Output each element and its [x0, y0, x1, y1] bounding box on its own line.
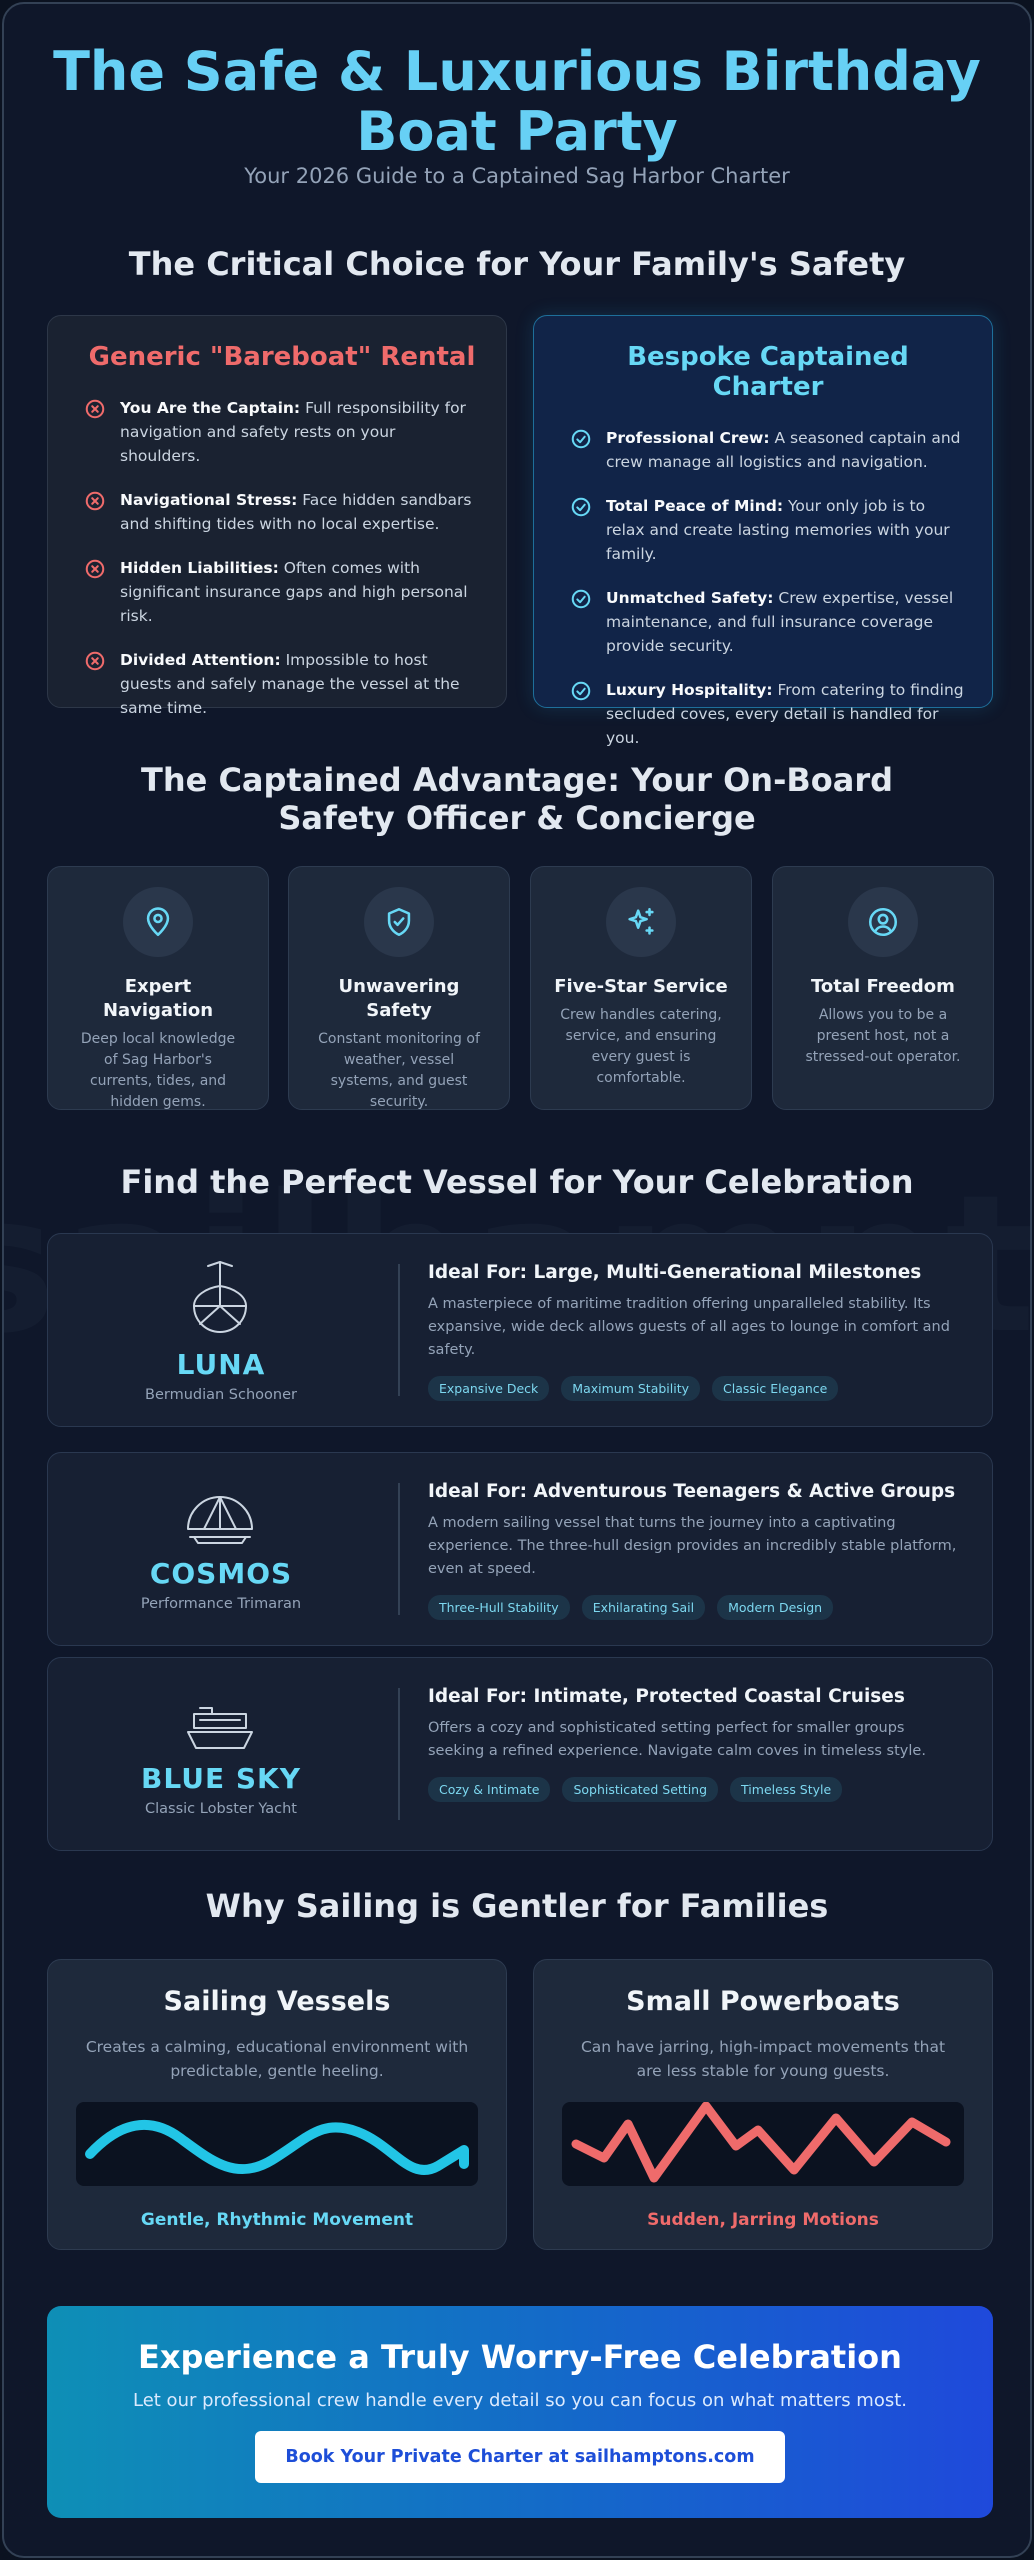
vessel-card-luna: [47, 1233, 993, 1427]
advantage-card: [47, 866, 269, 1110]
item-label: Divided Attention:: [120, 651, 281, 669]
check-circle-icon: [570, 496, 592, 518]
item-text: Impossible to host guests and safely manage the vessel at the same time.: [120, 651, 460, 717]
powerboats-title: Small Powerboats: [626, 1986, 900, 2017]
motion-section-title: Why Sailing is Gentler for Families: [205, 1887, 829, 1925]
title-line-1: The Safe & Luxurious Birthday: [53, 40, 981, 103]
item-text: Face hidden sandbars and shifting tides with no local expertise.: [120, 491, 472, 533]
vessels-section-title: Find the Perfect Vessel for Your Celebration: [120, 1163, 914, 1201]
infographic-frame: [2, 2, 1032, 2558]
jarring-wave-graphic: [562, 2102, 964, 2186]
advantage-desc: Crew handles catering, service, and ensuring every guest is comfortable.: [560, 1007, 722, 1086]
sine-wave-icon: [76, 2102, 478, 2186]
x-circle-icon: [84, 490, 106, 512]
vessel-card-blue-sky: [47, 1657, 993, 1851]
x-circle-icon: [84, 558, 106, 580]
page-subtitle: Your 2026 Guide to a Captained Sag Harbor Charter: [244, 164, 790, 188]
bareboat-item: [84, 648, 480, 720]
bareboat-item: [84, 556, 480, 628]
safety-section-title: The Critical Choice for Your Family's Safety: [128, 245, 906, 283]
item-text: Your only job is to relax and create lasting memories with your family.: [606, 497, 950, 563]
item-label: Hidden Liabilities:: [120, 559, 279, 577]
title-line-2: Boat Party: [356, 100, 678, 163]
captained-card: [533, 315, 993, 747]
tag: Classic Elegance: [712, 1376, 838, 1401]
user-circle-icon: [866, 905, 900, 939]
vessel-card-cosmos: [47, 1452, 993, 1646]
tag: Expansive Deck: [428, 1376, 549, 1401]
page-title: [44, 42, 990, 162]
advantage-title: Unwavering Safety: [338, 976, 460, 1021]
vessel-type: Classic Lobster Yacht: [145, 1801, 297, 1817]
trimaran-icon: [180, 1479, 260, 1559]
vessel-type: Performance Trimaran: [140, 1596, 302, 1612]
check-circle-icon: [570, 680, 592, 702]
captained-title: Bespoke Captained Charter: [627, 342, 909, 402]
vessel-description: A masterpiece of maritime tradition offering unparalleled stability. Its expansive, wide deck allows guests of all ages to lounge in comfort and safety.: [428, 1296, 950, 1358]
check-circle-icon: [570, 428, 592, 450]
vessel-tags: [428, 1777, 962, 1802]
item-text: Often comes with significant insurance gaps and high personal risk.: [120, 559, 468, 625]
advantage-desc: Deep local knowledge of Sag Harbor's currents, tides, and hidden gems.: [80, 1031, 236, 1110]
lobster-yacht-icon: [180, 1688, 260, 1768]
vessel-name: LUNA: [176, 1348, 266, 1381]
powerboats-desc: Can have jarring, high-impact movements that are less stable for young guests.: [580, 2038, 946, 2080]
captained-item: [570, 426, 966, 474]
tag: Three-Hull Stability: [428, 1595, 570, 1620]
divider: [398, 1264, 400, 1396]
divider: [398, 1483, 400, 1615]
captained-item: [570, 586, 966, 658]
shield-check-icon: [382, 905, 416, 939]
vessel-ideal-for: Ideal For: Intimate, Protected Coastal Cruises: [428, 1686, 905, 1707]
bareboat-card: [47, 315, 507, 717]
vessel-description: Offers a cozy and sophisticated setting perfect for smaller groups seeking a refined experience. Navigate calm coves in timeless style.: [428, 1720, 926, 1759]
x-circle-icon: [84, 650, 106, 672]
schooner-icon: [180, 1256, 260, 1336]
zigzag-wave-icon: [562, 2102, 964, 2186]
advantage-card: [530, 866, 752, 1110]
advantage-card: [288, 866, 510, 1110]
vessel-type: Bermudian Schooner: [145, 1387, 297, 1403]
sailing-label: Gentle, Rhythmic Movement: [140, 2210, 414, 2230]
item-text: From catering to finding secluded coves, every detail is handled for you.: [606, 681, 964, 747]
item-label: Unmatched Safety:: [606, 589, 774, 607]
item-text: A seasoned captain and crew manage all logistics and navigation.: [606, 429, 961, 471]
map-pin-icon: [141, 905, 175, 939]
vessel-ideal-for: Ideal For: Adventurous Teenagers & Active Groups: [428, 1481, 956, 1502]
tag: Timeless Style: [730, 1777, 842, 1802]
item-text: Crew expertise, vessel maintenance, and full insurance coverage provide security.: [606, 589, 954, 655]
gentle-wave-graphic: [76, 2102, 478, 2186]
advantage-desc: Constant monitoring of weather, vessel systems, and guest security.: [318, 1031, 480, 1110]
advantage-title: Five-Star Service: [554, 976, 728, 997]
captained-item: [570, 678, 966, 750]
vessel-description: A modern sailing vessel that turns the journey into a captivating experience. The three-hull design provides an incredibly stable platform, even at speed.: [428, 1515, 957, 1577]
sailing-title: Sailing Vessels: [163, 1986, 391, 2017]
cta-subtitle: Let our professional crew handle every detail so you can focus on what matters most.: [132, 2390, 908, 2411]
vessel-tags: [428, 1595, 962, 1620]
powerboats-card: [533, 1959, 993, 2250]
advantage-card: [772, 866, 994, 1110]
vessel-ideal-for: Ideal For: Large, Multi-Generational Milestones: [428, 1262, 922, 1283]
x-circle-icon: [84, 398, 106, 420]
vessel-name: BLUE SKY: [141, 1762, 301, 1795]
check-circle-icon: [570, 588, 592, 610]
tag: Maximum Stability: [561, 1376, 700, 1401]
advantage-desc: Allows you to be a present host, not a stressed-out operator.: [805, 1007, 961, 1065]
tag: Exhilarating Sail: [582, 1595, 705, 1620]
cta-title: Experience a Truly Worry-Free Celebration: [138, 2338, 902, 2376]
sailing-desc: Creates a calming, educational environment with predictable, gentle heeling.: [85, 2038, 469, 2080]
advantage-section-title: The Captained Advantage: Your On-Board Safety Officer & Concierge: [140, 761, 893, 837]
advantage-title: Total Freedom: [811, 976, 955, 997]
sparkles-icon: [624, 905, 658, 939]
book-charter-button[interactable]: Book Your Private Charter at sailhamptons.com: [255, 2431, 785, 2483]
bareboat-item: [84, 488, 480, 536]
item-label: You Are the Captain:: [120, 399, 301, 417]
item-text: Full responsibility for navigation and safety rests on your shoulders.: [120, 399, 466, 465]
item-label: Professional Crew:: [606, 429, 770, 447]
bareboat-item: [84, 396, 480, 468]
vessel-tags: [428, 1376, 962, 1401]
bareboat-title: Generic "Bareboat" Rental: [88, 342, 476, 372]
vessel-name: COSMOS: [149, 1557, 293, 1590]
cta-banner: [47, 2306, 993, 2518]
divider: [398, 1688, 400, 1820]
captained-item: [570, 494, 966, 566]
advantage-title: Expert Navigation: [102, 976, 214, 1021]
tag: Modern Design: [717, 1595, 833, 1620]
sailing-vessels-card: [47, 1959, 507, 2250]
tag: Sophisticated Setting: [562, 1777, 718, 1802]
item-label: Total Peace of Mind:: [606, 497, 784, 515]
tag: Cozy & Intimate: [428, 1777, 550, 1802]
item-label: Navigational Stress:: [120, 491, 298, 509]
item-label: Luxury Hospitality:: [606, 681, 773, 699]
powerboats-label: Sudden, Jarring Motions: [647, 2210, 879, 2230]
